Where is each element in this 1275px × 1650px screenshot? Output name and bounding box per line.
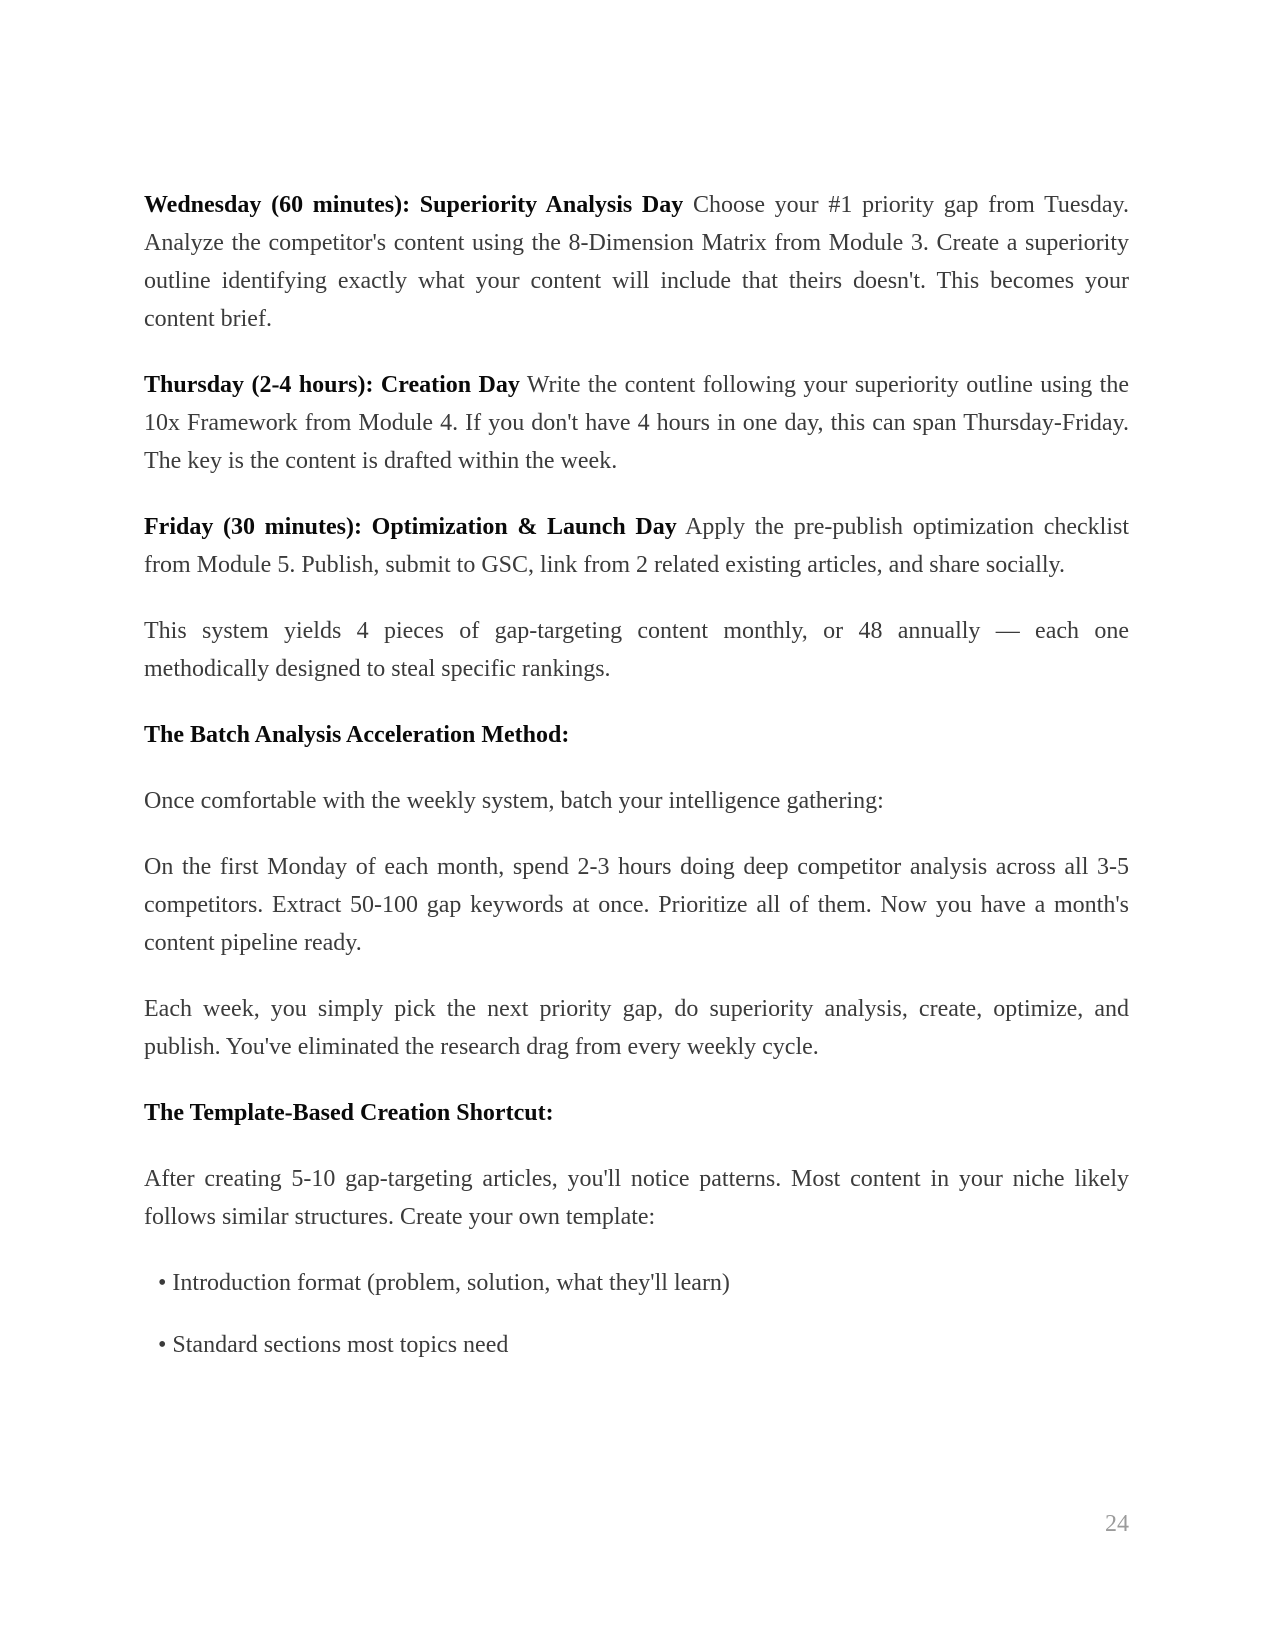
paragraph-text: Choose your #1 priority gap from Tuesday. Analyze the competitor's content using the 8-Dimension Matrix from Module 3. Create a superiority outline identifying exactly what your content will include that theirs doesn't. This becomes your content brief.	[144, 192, 1129, 332]
paragraph-thursday-plan	[144, 366, 1129, 480]
document-content	[144, 186, 1129, 1388]
bullet-text: Introduction format (problem, solution, what they'll learn)	[172, 1270, 730, 1296]
bullet-text: Standard sections most topics need	[172, 1332, 509, 1358]
paragraph-text: Write the content following your superiority outline using the 10x Framework from Module 4. If you don't have 4 hours in one day, this can span Thursday-Friday. The key is the content is drafted within the week.	[144, 372, 1130, 474]
heading-template-based-shortcut: The Template-Based Creation Shortcut:	[144, 1100, 554, 1126]
paragraph-first-monday: On the first Monday of each month, spend 2-3 hours doing deep competitor analysis across all 3-5 competitors. Extract 50-100 gap keywords at once. Prioritize all of them. Now you have a month's content pipeline ready.	[144, 854, 1129, 956]
paragraph-text: Apply the pre-publish optimization checklist from Module 5. Publish, submit to GSC, link from 2 related existing articles, and share socially.	[144, 514, 1130, 578]
paragraph-lead-friday: Friday (30 minutes): Optimization & Launch Day	[144, 514, 677, 540]
heading-batch-analysis-method: The Batch Analysis Acceleration Method:	[144, 722, 570, 748]
bullet-item-standard-sections	[144, 1326, 1129, 1364]
paragraph-system-yield: This system yields 4 pieces of gap-targeting content monthly, or 48 annually — each one methodically designed to steal specific rankings.	[144, 618, 1129, 682]
bullet-item-introduction-format	[144, 1264, 1129, 1302]
paragraph-wednesday-plan	[144, 186, 1129, 338]
bullet-icon: •	[158, 1332, 167, 1358]
paragraph-each-week: Each week, you simply pick the next priority gap, do superiority analysis, create, optimize, and publish. You've eliminated the research drag from every weekly cycle.	[144, 996, 1129, 1060]
paragraph-friday-plan	[144, 508, 1129, 584]
page-number: 24	[1105, 1511, 1129, 1537]
paragraph-lead-wednesday: Wednesday (60 minutes): Superiority Analysis Day	[144, 192, 684, 218]
paragraph-once-comfortable: Once comfortable with the weekly system, batch your intelligence gathering:	[144, 788, 884, 814]
paragraph-lead-thursday: Thursday (2-4 hours): Creation Day	[144, 372, 520, 398]
bullet-icon: •	[158, 1270, 167, 1296]
paragraph-after-creating: After creating 5-10 gap-targeting articles, you'll notice patterns. Most content in your niche likely follows similar structures. Create your own template:	[144, 1166, 1129, 1230]
